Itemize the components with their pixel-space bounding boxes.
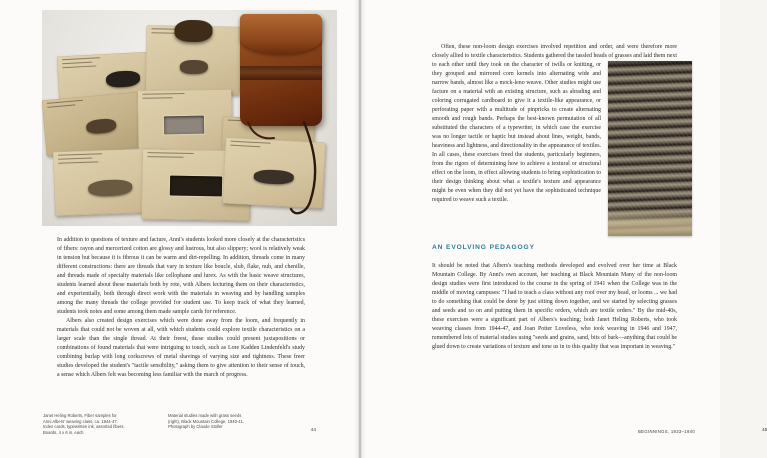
right-page-text: [432, 43, 677, 352]
photo-grass-seed-studies: [608, 61, 692, 236]
page-number-right: 45: [762, 428, 767, 433]
running-footer: BEGINNINGS, 1933–1940: [638, 429, 695, 434]
caption-fiber-samples: [43, 413, 151, 435]
photo-fiber-sample-cards: [42, 10, 337, 226]
bag-cord: [42, 10, 337, 226]
caption-line: Index cards, typewritten ink, assorted fibers.: [43, 424, 125, 430]
paragraph: Albers also created design exercises which were done away from the loom, and frequently in materials that could not be woven at all, with which students could explore textile characteristics on a larger scale than the single thread. At their freest, these studies could present juxtapositions or combinations of found materials that were intriguing to touch, such as Lore Kadden Lindenfeld's study combining burlap with long corkscrews of metal shavings of varying size and tightness. These freer studies developed the student's "tactile sensibility," asking them to give attention to their sense of touch, a sense which Albers felt was becoming less familiar with the march of progress.: [57, 318, 305, 378]
left-page-text: [57, 236, 305, 380]
caption-line: Janet Heling Roberts, Fiber samples for: [43, 413, 117, 418]
section-heading: AN EVOLVING PEDAGOGY: [432, 244, 535, 251]
page-left: [0, 0, 360, 458]
caption-line: Photograph by Claude Stoller: [168, 424, 223, 430]
page-number-left: 44: [310, 428, 316, 433]
caption-line: Anni Albers' weaving class, ca. 1944-47.: [43, 418, 118, 424]
caption-line: Material studies made with grass seeds: [168, 413, 242, 418]
paragraph: It should be noted that Albers's teaching methods developed and evolved over her time at Black Mountain College. By Anni's own account, her teaching at Black Mountain Many of the non-loom design studies were first introduced to the course in the spring of 1941 when the College was in the middle of moving campuses: "I had to teach a class without any roof over my head, or looms ... we had to do something that could be done by just sitting down together, and we started by selecting grasses and seeds and so on and putting them in specific orders, which are textile orders." By the mid-40s, these exercises were a significant part of Albers's teaching; both Janet Heling Roberts, who took weaving classes from 1944-47, and Joan Potter Loveless, who took weaving in 1946 and 1947, remembered lots of material studies using "seeds and grains, sand, bits of bark—anything that could be glued down to create variations of texture and tone us in to this quality that was important in weaving.": [432, 263, 677, 350]
caption-material-studies: [168, 413, 280, 430]
paragraph: Often, these non-loom design exercises involved repetition and order, and were therefore more closely allied to textile characteristics. Students gathered the tassled heads of grasses and laid them next to each other until they took on the character of twills or knitting, or they grouped and mirrored corn kernels into alternating wide and narrow bands, almost like a mock-leno weave. Other studies might use facture on a material with an existing structure, such as abrading and coloring corrugated cardboard to give it a textile-like appearance, or perforating paper with a multitude of pinpricks to create alternating smooth and rough bands. Perhaps the best-known permutation of all substituted the characters of a typewriter, in which case the exercise was no longer tactile or haptic but instead about lines, weight, bands, heaviness and lightness, and directionality in the appearance of textiles. In all cases, these exercises freed the students, particularly beginners, from the rigors of determining how to achieve a textural or structural effect on the loom, in effect allowing students to bring sophistication to their design thinking about what a textile's texture and appearance might be even when they did not yet have the sophisticated technique required to weave such a textile.: [432, 44, 677, 203]
caption-line: (right), Black Mountain College, 1940-41.: [168, 418, 245, 424]
page-right: [360, 0, 767, 458]
float-spacer: [677, 43, 678, 61]
caption-line: Boards, 4 x 6 in. each: [43, 429, 84, 435]
paragraph: In addition to questions of texture and facture, Anni's students looked more closely at the characteristics of fibers: rayon and mercerized cotton are glossy and lustrous, but also slippery; wool is relatively weak in tension but because it is fibrous it can be warm and dirt-repelling. In addition, threads come in many different constructions: there are threads that vary in texture like boucle, slub, flake, nub, and chenille, and threads made of specialty materials like cellophane and lurex. As with the basic weave structures, students learned about these materials both by rote, with Albers lecturing them on their characteristics, and experientially, both through direct work with the materials in weaving and by handling samples among the many threads the college provided for student use. To keep track of what they learned, students took notes and some among them made sample cards for reference.: [57, 237, 305, 315]
